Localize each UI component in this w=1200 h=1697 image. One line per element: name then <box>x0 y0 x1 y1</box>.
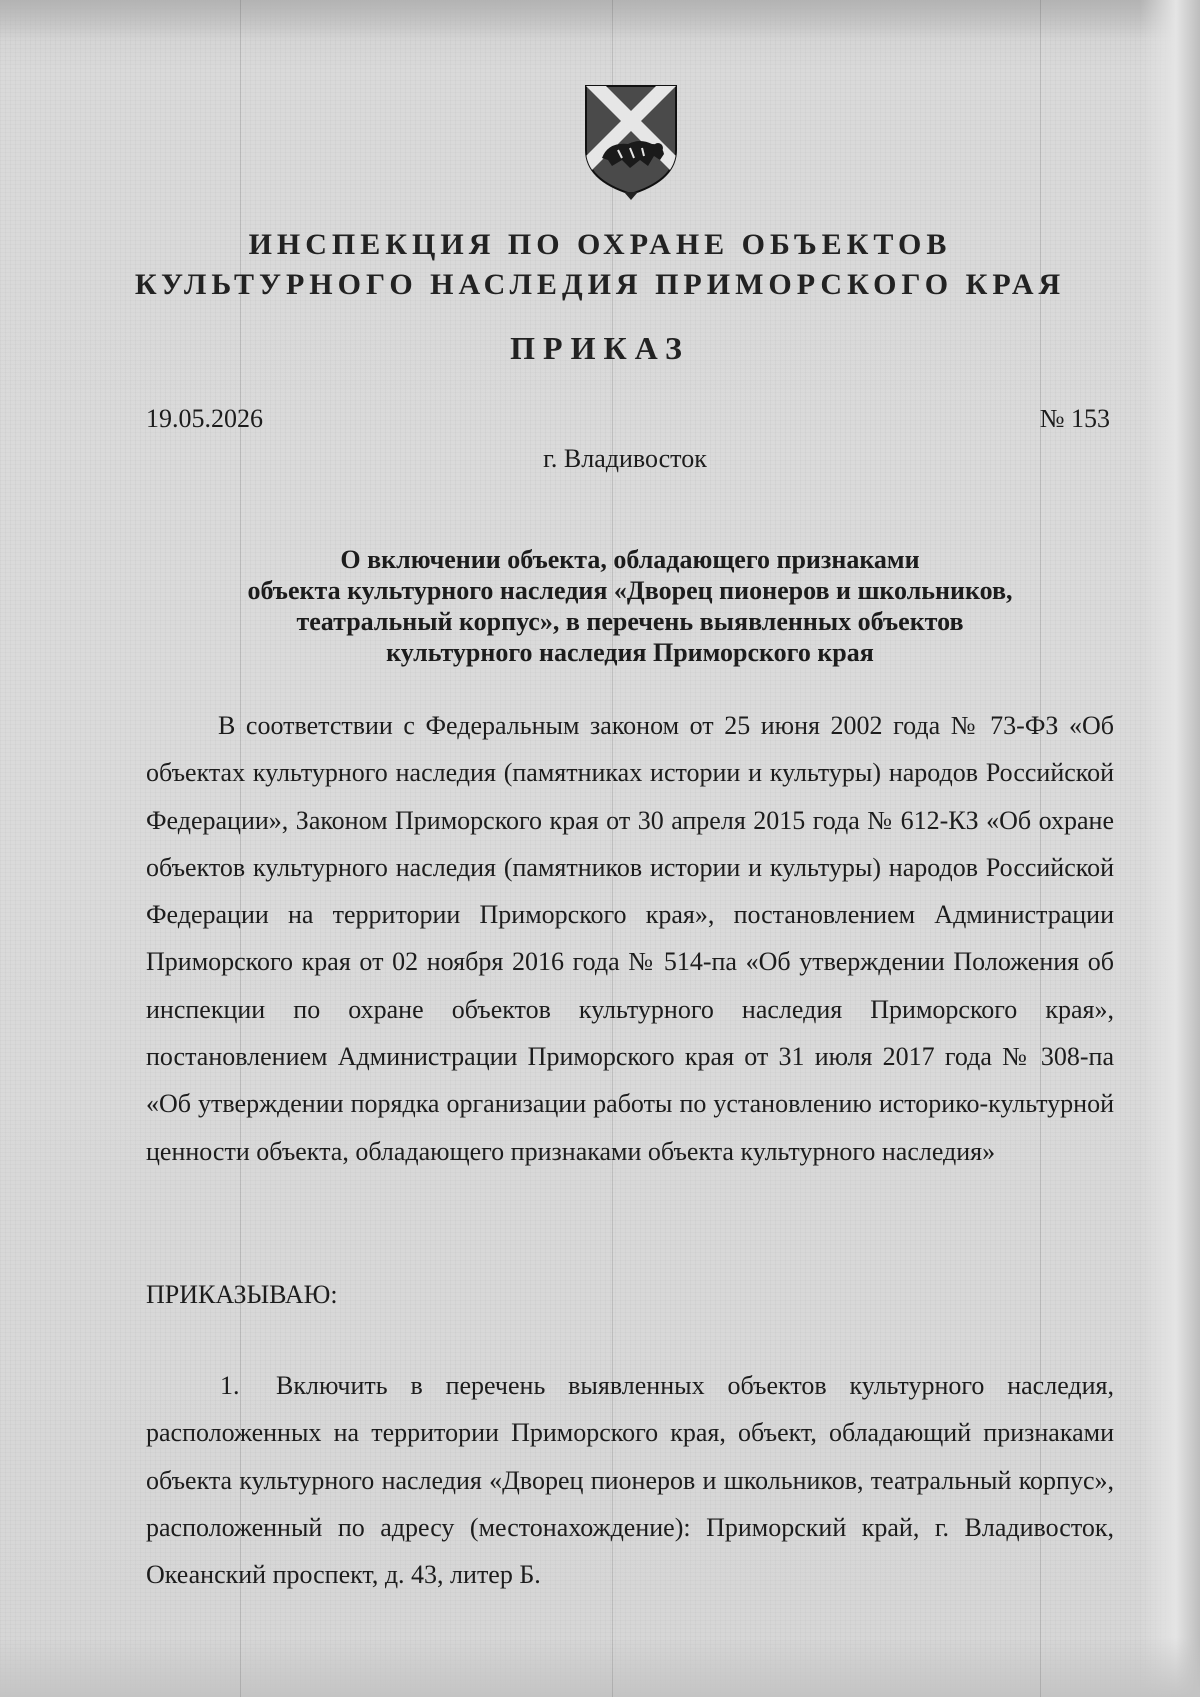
subject-line: О включении объекта, обладающего признаками <box>340 545 920 574</box>
organization-name-line-2: КУЛЬТУРНОГО НАСЛЕДИЯ ПРИМОРСКОГО КРАЯ <box>134 268 1066 301</box>
document-type-title: ПРИКАЗ <box>510 330 690 366</box>
order-subject <box>140 544 1120 668</box>
subject-line: театральный корпус», в перечень выявленных объектов <box>296 607 964 636</box>
subject-line: культурного наследия Приморского края <box>386 638 874 667</box>
order-city: г. Владивосток <box>543 444 707 473</box>
order-date: 19.05.2026 <box>146 404 263 433</box>
scan-top-shade <box>0 0 1200 40</box>
organization-name-line-1: ИНСПЕКЦИЯ ПО ОХРАНЕ ОБЪЕКТОВ <box>248 228 952 261</box>
scan-bottom-shade <box>0 1637 1200 1697</box>
item-number: 1. <box>220 1371 240 1400</box>
subject-line: объекта культурного наследия «Дворец пионеров и школьников, <box>247 576 1013 605</box>
coat-of-arms-primorsky-icon <box>578 80 684 200</box>
order-number: № 153 <box>1039 404 1110 433</box>
order-item <box>146 1362 1114 1598</box>
decree-word: ПРИКАЗЫВАЮ: <box>146 1280 338 1309</box>
preamble-paragraph: В соответствии с Федеральным законом от 25 июня 2002 года № 73-ФЗ «Об объектах культурного наследия (памятниках истории и культуры) народов Российской Федерации», Законом Приморского края от 30 апреля 2015 года № 612-КЗ «Об охране объектов культурного наследия (памятников истории и культуры) народов Российской Федерации на территории Приморского края», постановлением Администрации Приморского края от 02 ноября 2016 года № 514-па «Об утверждении Положения об инспекции по охране объектов культурного наследия Приморского края», постановлением Администрации Приморского края от 31 июля 2017 года № 308-па «Об утверждении порядка организации работы по установлению историко-культурной ценности объекта, обладающего признаками объекта культурного наследия» <box>146 711 1114 1166</box>
item-text: Включить в перечень выявленных объектов культурного наследия, расположенных на территории Приморского края, объект, обладающий признаками объекта культурного наследия «Дворец пионеров и школьников, театральный корпус», расположенный по адресу (местонахождение): Приморский край, г. Владивосток, Океанский проспект, д. 43, литер Б. <box>146 1371 1114 1590</box>
